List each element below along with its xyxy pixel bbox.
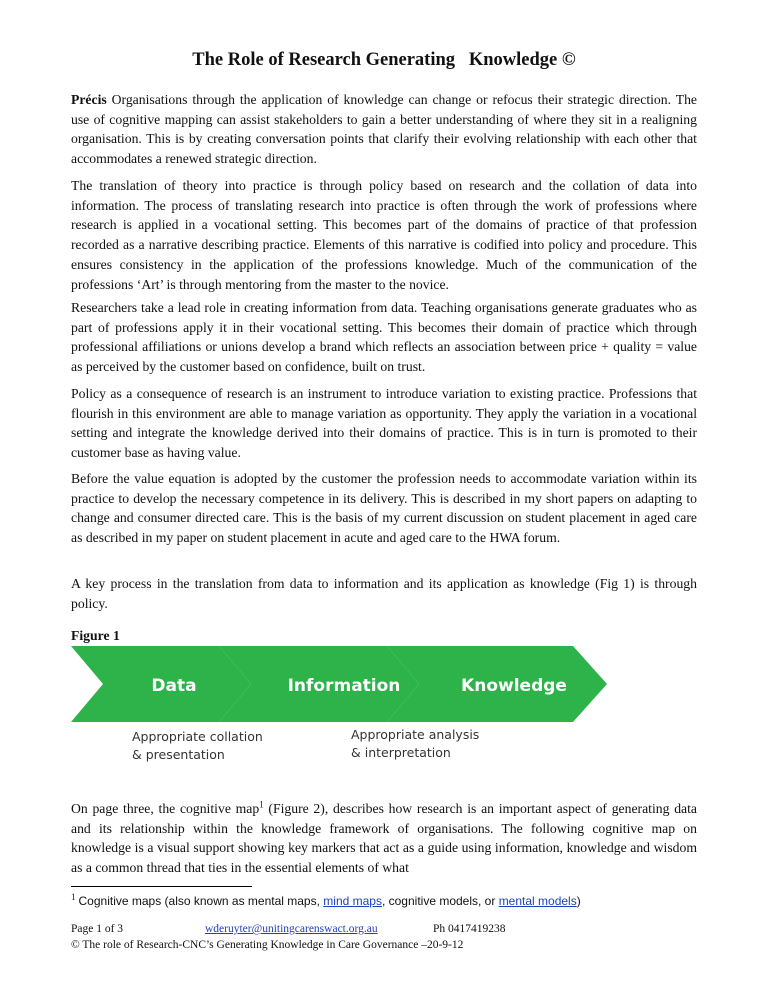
paragraph-cognitive-map	[71, 799, 697, 878]
figure-label: Figure 1	[71, 628, 120, 643]
stage-label-information: Information	[287, 676, 401, 696]
stage-label-knowledge: Knowledge	[461, 676, 567, 696]
footnote-text-a: Cognitive maps (also known as mental maps,	[78, 894, 324, 908]
process-arrows	[71, 644, 611, 724]
footer-phone: Ph 0417419238	[433, 923, 506, 935]
document-title: The Role of Research Generating Knowledge ©	[192, 50, 576, 70]
mind-maps-link[interactable]: mind maps	[323, 894, 382, 908]
page-number: Page 1 of 3	[71, 923, 124, 935]
stage-label-data: Data	[151, 676, 197, 696]
precis-label: Précis	[71, 92, 107, 107]
cognitive-map-text-end: (Figure 2), describes how research is an important aspect of generating data and its relationship within the knowledge framework of organisations. The following cognitive map on knowledge is a visual support showing key markers that act as a guide using information, knowledge and wisdom as a common thread that ties in the essential elements of what	[71, 801, 697, 876]
paragraph-theory-practice: The translation of theory into practice is through policy based on research and the collation of data into information. The process of translating research into practice is often through the work of professions where research is applied in a vocational setting. This becomes part of the domains of practice of that profession recorded as a narrative describing practice. Elements of this narrative is codified into policy and procedure. This ensures consistency in the application of the professions knowledge. Much of the communication of the professions ‘Art’ is through mentoring from the master to the novice.	[71, 178, 697, 292]
cognitive-map-text-start: On page three, the cognitive map	[71, 801, 260, 816]
paragraph-value-equation: Before the value equation is adopted by the customer the profession needs to accommodate variation within its practice to develop the necessary competence in its delivery. This is described in my short papers on adapting to change and consumer directed care. This is the basis of my current discussion on student placement in aged care as described in my paper on student placement in acute and aged care to the HWA forum.	[71, 471, 697, 546]
mental-models-link[interactable]: mental models	[498, 894, 577, 908]
footnote-text-b: , cognitive models, or	[381, 894, 499, 908]
precis-text: Organisations through the application of knowledge can change or refocus their strategic direction. The use of cognitive mapping can assist stakeholders to gain a better understanding of where they sit in a realigning organisation. This is by creating conversation points that clarify their evolving relationship with each other that accommodates a renewed strategic direction.	[71, 92, 697, 167]
footer-email-link[interactable]: wderuyter@unitingcarenswact.org.au	[205, 923, 378, 935]
footer-line-1	[71, 921, 697, 937]
figure-1-diagram	[71, 644, 611, 774]
paragraph-key-process: A key process in the translation from data to information and its application as knowledge (Fig 1) is through policy.	[71, 576, 697, 611]
footnote-text-c: )	[576, 894, 581, 908]
paragraph-researchers: Researchers take a lead role in creating information from data. Teaching organisations generate graduates who as part of professions apply it in their vocational setting. This becomes their domain of practice which through professional affiliations or unions develop a brand which reflects an association between price + quality = value as perceived by the customer based on confidence, built on trust.	[71, 300, 697, 375]
precis-paragraph	[71, 90, 697, 169]
caption-collation: Appropriate collation & presentation	[132, 729, 263, 762]
footnote-reference[interactable]: 1	[259, 799, 264, 810]
footnote-divider	[71, 886, 252, 887]
paragraph-policy: Policy as a consequence of research is an instrument to introduce variation to existing practice. Professions that flourish in this environment are able to manage variation as opportunity. They apply the variation in a vocational setting and integrate the knowledge derived into their domains of practice. This is in turn is promoted to their customer base as having value.	[71, 386, 697, 461]
footnote	[71, 893, 581, 909]
caption-analysis: Appropriate analysis & interpretation	[351, 727, 480, 760]
footnote-number: 1	[71, 892, 76, 902]
footer-copyright: © The role of Research-CNC’s Generating Knowledge in Care Governance –20-9-12	[71, 939, 464, 951]
